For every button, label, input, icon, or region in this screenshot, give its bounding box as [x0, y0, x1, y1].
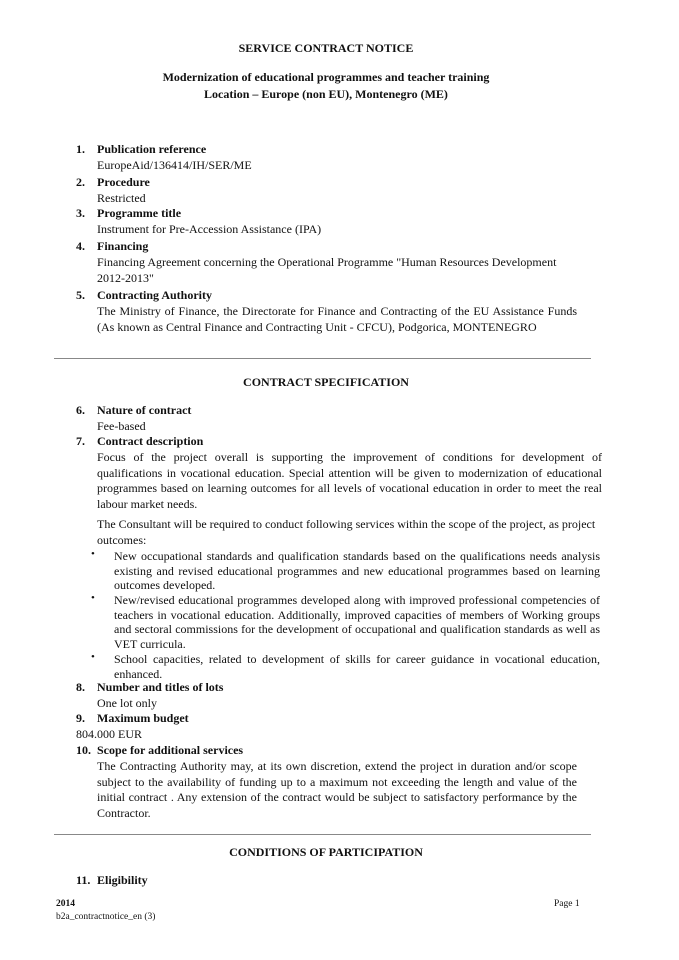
section-divider [54, 834, 591, 835]
section-heading-lots: Number and titles of lots [97, 680, 224, 694]
section-divider [54, 358, 591, 359]
section-number: 1. [76, 142, 85, 156]
section-number: 11. [76, 873, 91, 887]
section-heading-additional-services: Scope for additional services [97, 743, 244, 757]
contract-description-paragraph: Focus of the project overall is supporting the improvement of conditions for development of qualifications in vocational education. Special attention will be given to modernization of educational programmes based on learning outcomes for all levels of vocational education in order to meet the real labour market needs. [97, 450, 602, 511]
section-heading-programme-title: Programme title [97, 206, 182, 220]
contract-specification-title: CONTRACT SPECIFICATION [243, 375, 409, 389]
notice-subtitle-location: Location – Europe (non EU), Montenegro (ME) [204, 87, 448, 101]
conditions-of-participation-title: CONDITIONS OF PARTICIPATION [229, 845, 423, 859]
notice-subtitle-project: Modernization of educational programmes and teacher training [162, 70, 490, 84]
contract-description-paragraph: The Consultant will be required to conduct following services within the scope of the project, as project outcomes: [97, 517, 596, 547]
section-number: 2. [76, 175, 85, 189]
section-number: 9. [76, 711, 85, 725]
financing-value: Financing Agreement concerning the Operational Programme "Human Resources Development 2012-2013" [97, 255, 557, 285]
section-number: 7. [76, 434, 85, 448]
section-number: 3. [76, 206, 85, 220]
lots-value: One lot only [97, 696, 157, 710]
bullet-marker: • [91, 651, 95, 663]
section-number: 10. [76, 743, 91, 757]
section-heading-financing: Financing [97, 239, 149, 253]
footer-year: 2014 [56, 899, 75, 909]
section-heading-publication-reference: Publication reference [97, 142, 207, 156]
bullet-item: New occupational standards and qualification standards based on the qualifications needs analysis existing and revised educational programmes and new educational programmes based on learning outcomes developed. [114, 549, 600, 592]
section-heading-contract-description: Contract description [97, 434, 204, 448]
nature-of-contract-value: Fee-based [97, 419, 146, 433]
section-heading-nature-of-contract: Nature of contract [97, 403, 192, 417]
notice-title: SERVICE CONTRACT NOTICE [238, 41, 414, 55]
bullet-item: New/revised educational programmes developed along with improved professional competencies of teachers in vocational education. Additionally, improved capacities of members of Working groups and sectoral commissions for the development of occupational and qualification standards as well as VET curricula. [114, 593, 600, 651]
footer-filename: b2a_contractnotice_en (3) [56, 912, 156, 922]
additional-services-value: The Contracting Authority may, at its own discretion, extend the project in duration and/or scope subject to the availability of funding up to a maximum not exceeding the length and value of the initial contract . Any extension of the contract would be subject to satisfactory performance by the Contractor. [97, 759, 577, 820]
section-number: 4. [76, 239, 85, 253]
publication-reference-value: EuropeAid/136414/IH/SER/ME [97, 158, 252, 172]
section-heading-eligibility: Eligibility [97, 873, 148, 887]
bullet-marker: • [91, 592, 95, 604]
bullet-marker: • [91, 548, 95, 560]
procedure-value: Restricted [97, 191, 146, 205]
contracting-authority-value: The Ministry of Finance, the Directorate for Finance and Contracting of the EU Assistance Funds (As known as Central Finance and Contracting Unit - CFCU), Podgorica, MONTENEGRO [97, 304, 577, 334]
footer-page-number: Page 1 [554, 899, 580, 909]
section-number: 5. [76, 288, 85, 302]
section-heading-maximum-budget: Maximum budget [97, 711, 189, 725]
section-heading-contracting-authority: Contracting Authority [97, 288, 212, 302]
programme-title-value: Instrument for Pre-Accession Assistance (IPA) [97, 222, 322, 236]
section-number: 6. [76, 403, 85, 417]
bullet-item: School capacities, related to development of skills for career guidance in vocational education, enhanced. [114, 652, 600, 681]
section-heading-procedure: Procedure [97, 175, 150, 189]
section-number: 8. [76, 680, 85, 694]
maximum-budget-value: 804.000 EUR [76, 727, 142, 741]
